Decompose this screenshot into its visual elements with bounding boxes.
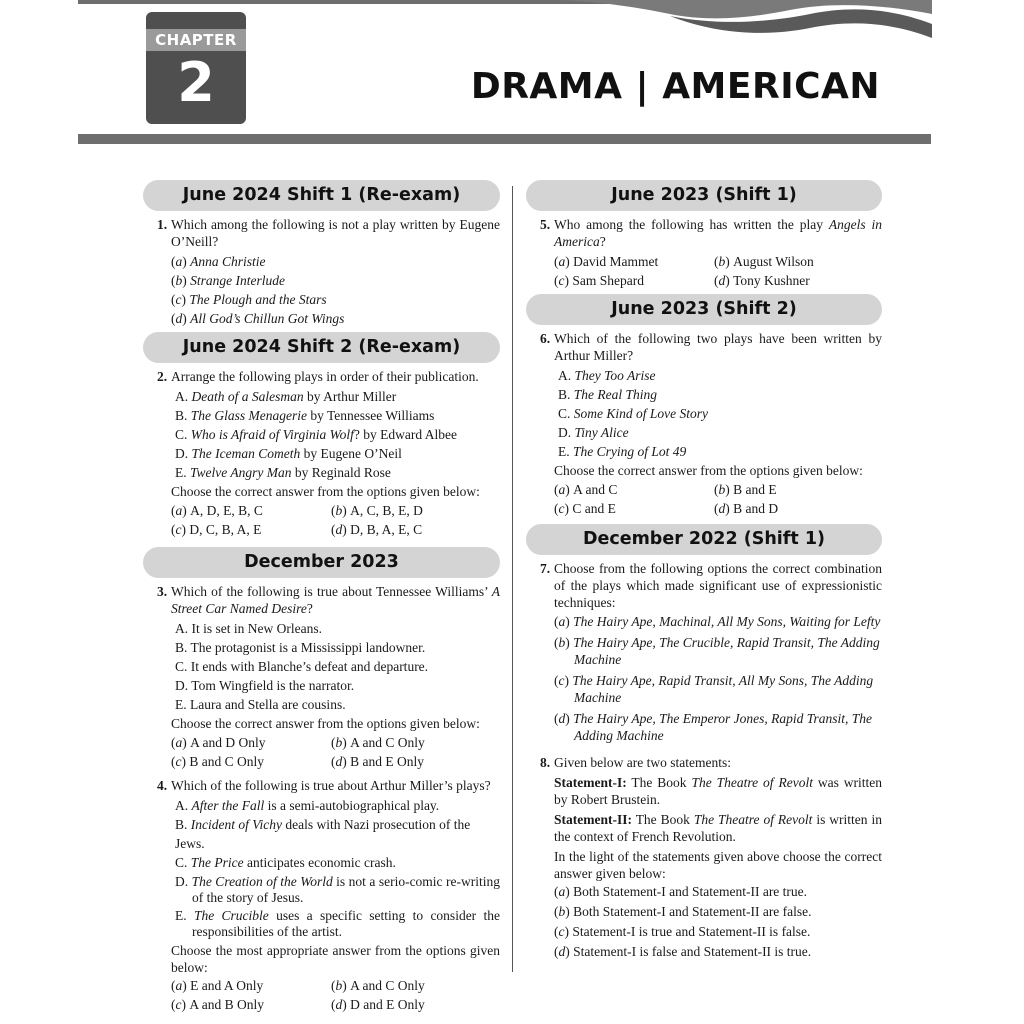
question-text: Arrange the following plays in order of their publication. (171, 369, 479, 384)
item-e: E. The Crying of Lot 49 (558, 444, 687, 459)
option-d: (d) Statement-I is false and Statement-II is true. (554, 943, 812, 959)
options-row: (c) C and E (d) B and D (554, 501, 779, 516)
question-6 (526, 330, 882, 364)
item-c: C. The Price anticipates economic crash. (175, 855, 396, 870)
item-c: C. Some Kind of Love Story (558, 406, 709, 421)
question-text: Given below are two statements: (554, 754, 731, 770)
item-d: D. Tiny Alice (558, 425, 629, 440)
option-c: (c) Statement-I is true and Statement-II is false. (554, 923, 811, 939)
option-b: (b) Both Statement-I and Statement-II are false. (554, 903, 812, 919)
item-d: D. Tom Wingfield is the narrator. (175, 678, 355, 693)
question-number: 3. (157, 584, 168, 599)
header-rule (78, 134, 931, 144)
question-number: 2. (157, 369, 168, 384)
statement-2: Statement-II: The Book The Theatre of Revolt is written in the context of French Revolution. (554, 811, 882, 844)
statement-1: Statement-I: The Book The Theatre of Revolt was written by Robert Brustein. (554, 774, 883, 807)
option-d: (d) All God’s Chillun Got Wings (171, 311, 345, 326)
question-number: 4. (157, 778, 168, 793)
question-number: 5. (540, 217, 551, 232)
chapter-badge (146, 12, 246, 124)
question-number: 8. (540, 754, 551, 770)
section-heading: June 2023 (Shift 2) (526, 294, 882, 325)
section-heading: June 2023 (Shift 1) (526, 180, 882, 211)
item-e: E. Twelve Angry Man by Reginald Rose (175, 465, 391, 480)
options-row: (c) A and B Only (d) D and E Only (171, 997, 425, 1012)
item-c: C. Who is Afraid of Virginia Wolf? by Edward Albee (175, 427, 457, 442)
question-8 (526, 754, 882, 771)
option-a: (a) The Hairy Ape, Machinal, All My Sons, Waiting for Lefty (554, 614, 881, 629)
item-e: E. The Crucible uses a specific setting to consider the responsibilities of the artist. (175, 908, 500, 939)
question-text: Which of the following two plays have been written by Arthur Miller? (554, 331, 882, 363)
question-text: Choose from the following options the correct combination of the plays which made significant use of expressionistic techniques: (554, 561, 882, 610)
options-row: (a) A and C (b) B and E (554, 482, 777, 497)
choose-text: Choose the correct answer from the options given below: (171, 484, 480, 499)
option-b: (b) The Hairy Ape, The Crucible, Rapid Transit, The Adding Machine (554, 634, 880, 667)
section-heading: December 2023 (143, 547, 500, 578)
option-d: (d) The Hairy Ape, The Emperor Jones, Rapid Transit, The Adding Machine (554, 710, 872, 743)
wave-decoration (560, 0, 932, 42)
right-column (526, 180, 882, 962)
question-2 (143, 368, 500, 385)
question-text: Which among the following is not a play written by Eugene O’Neill? (171, 217, 500, 249)
question-5: 5. Who among the following has written the play Angels in America? (540, 217, 882, 249)
choose-text: Choose the correct answer from the options given below: (554, 463, 863, 478)
item-b: B. The Glass Menagerie by Tennessee Williams (175, 408, 435, 423)
question-number: 7. (540, 561, 551, 576)
chapter-number: 2 (177, 51, 215, 114)
question-4 (143, 777, 500, 794)
choose-text: Choose the most appropriate answer from the options given below: (171, 943, 500, 975)
item-a: A. It is set in New Orleans. (175, 621, 322, 636)
item-d: D. The Iceman Cometh by Eugene O’Neil (175, 446, 402, 461)
chapter-label: CHAPTER (146, 29, 246, 51)
question-number: 1. (157, 217, 168, 232)
choose-text: In the light of the statements given above choose the correct answer given below: (554, 848, 882, 881)
item-e: E. Laura and Stella are cousins. (175, 697, 346, 712)
option-c: (c) The Hairy Ape, Rapid Transit, All My Sons, The Adding Machine (554, 672, 874, 705)
option-b: (b) Strange Interlude (171, 273, 285, 288)
left-column (143, 180, 500, 1014)
options-row: (a) A, D, E, B, C (b) A, C, B, E, D (171, 503, 423, 518)
item-b: B. The protagonist is a Mississippi landowner. (175, 640, 426, 655)
item-b: B. The Real Thing (558, 387, 658, 402)
item-a: A. They Too Arise (558, 368, 656, 383)
section-heading: June 2024 Shift 1 (Re-exam) (143, 180, 500, 211)
option-a: (a) Both Statement-I and Statement-II are true. (554, 883, 808, 899)
options-row: (c) Sam Shepard (d) Tony Kushner (554, 273, 810, 288)
chapter-title: DRAMA | AMERICAN (470, 66, 880, 107)
question-3: 3. Which of the following is true about Tennessee Williams’ A Street Car Named Desire? (157, 584, 500, 616)
options-row: (a) E and A Only (b) A and C Only (171, 978, 425, 993)
section-heading: December 2022 (Shift 1) (526, 524, 882, 555)
options-row: (c) B and C Only (d) B and E Only (171, 754, 424, 769)
item-b: B. Incident of Vichy deals with Nazi prosecution of the Jews. (175, 817, 471, 851)
options-row: (a) A and D Only (b) A and C Only (171, 735, 425, 750)
option-c: (c) The Plough and the Stars (171, 292, 327, 307)
section-heading: June 2024 Shift 2 (Re-exam) (143, 332, 500, 363)
question-7 (526, 560, 882, 611)
options-row: (a) David Mammet (b) August Wilson (554, 254, 814, 269)
item-c: C. It ends with Blanche’s defeat and departure. (175, 659, 429, 674)
options-row: (c) D, C, B, A, E (d) D, B, A, E, C (171, 522, 423, 537)
question-1 (143, 216, 500, 250)
item-d: D. The Creation of the World is not a serio-comic re-writing of the story of Jesus. (175, 874, 500, 905)
item-a: A. After the Fall is a semi-autobiographical play. (175, 798, 440, 813)
question-text: Which of the following is true about Arthur Miller’s plays? (171, 778, 491, 793)
column-divider (512, 186, 513, 972)
item-a: A. Death of a Salesman by Arthur Miller (175, 389, 397, 404)
question-number: 6. (540, 331, 551, 346)
option-a: (a) Anna Christie (171, 254, 266, 269)
choose-text: Choose the correct answer from the options given below: (171, 716, 480, 731)
